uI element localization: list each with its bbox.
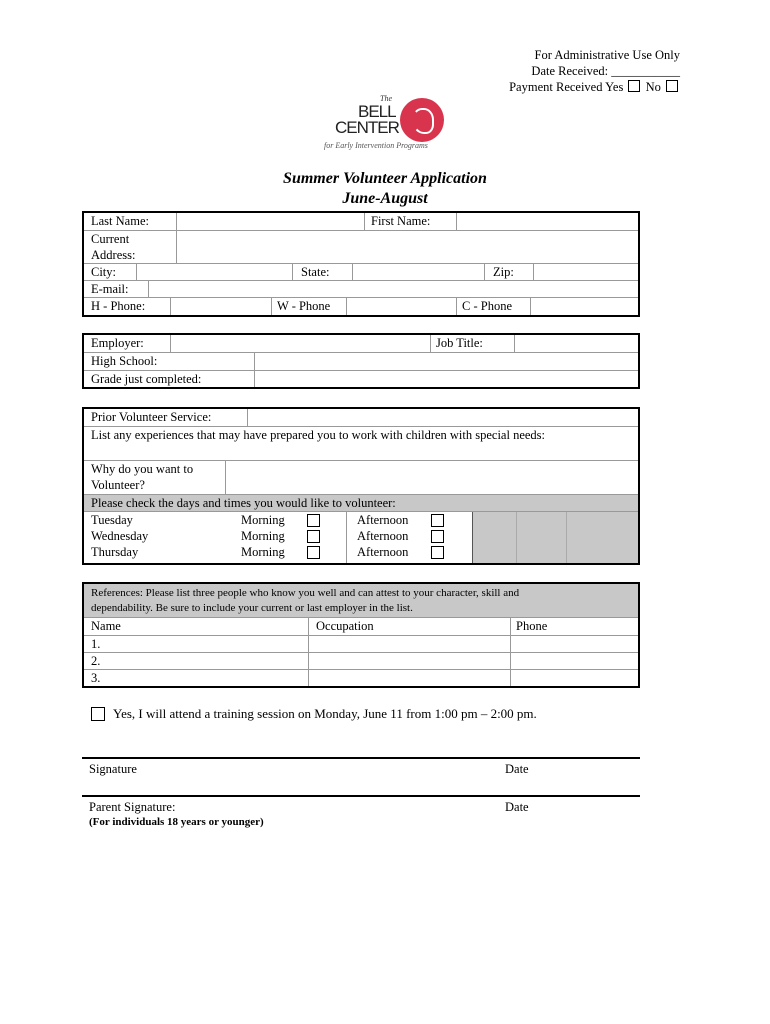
employment-section (82, 333, 640, 389)
parent-signature-label: Parent Signature: (89, 800, 176, 814)
reference-row[interactable] (84, 653, 638, 670)
col-name-header: Name (91, 619, 121, 633)
current-label: Current (91, 232, 130, 246)
state-field[interactable] (353, 264, 483, 281)
reference-number: 2. (91, 654, 101, 668)
col-occupation-header: Occupation (316, 619, 374, 633)
personal-info-section (82, 211, 640, 317)
wednesday-afternoon-checkbox[interactable] (431, 530, 444, 543)
email-field[interactable] (149, 281, 638, 298)
training-label: Yes, I will attend a training session on Monday, June 11 from 1:00 pm – 2:00 pm. (113, 706, 537, 721)
home-phone-field[interactable] (171, 298, 271, 315)
thursday-afternoon-checkbox[interactable] (431, 546, 444, 559)
zip-field[interactable] (534, 264, 638, 281)
afternoon-label: Afternoon (357, 513, 409, 527)
logo-bell: BELL (358, 102, 396, 121)
logo-circle-icon (400, 98, 444, 142)
day-row-wednesday (84, 528, 472, 545)
first-name-label: First Name: (371, 214, 431, 228)
afternoon-label: Afternoon (357, 545, 409, 559)
why-line2: Volunteer? (91, 478, 145, 492)
home-phone-label: H - Phone: (91, 299, 146, 313)
admin-block (509, 47, 680, 95)
payment-no-label: No (645, 80, 661, 94)
logo-center: CENTER (335, 118, 399, 137)
prior-service-row (84, 409, 638, 427)
payment-yes-label: Payment Received Yes (509, 80, 624, 94)
experiences-row[interactable] (84, 427, 638, 461)
why-line1: Why do you want to (91, 462, 194, 476)
tuesday-afternoon-checkbox[interactable] (431, 514, 444, 527)
parent-signature-line[interactable] (82, 795, 640, 797)
address-label (91, 231, 135, 263)
why-volunteer-row (84, 461, 638, 495)
employer-label: Employer: (91, 336, 144, 350)
state-label: State: (301, 265, 330, 279)
phone-row (84, 298, 638, 315)
work-phone-field[interactable] (347, 298, 454, 315)
address-row (84, 231, 638, 264)
date-received: Date Received: ___________ (531, 64, 680, 78)
city-label: City: (91, 265, 117, 279)
morning-label: Morning (241, 545, 285, 559)
col-phone-header: Phone (516, 619, 548, 633)
reference-number: 1. (91, 637, 101, 651)
job-title-field[interactable] (515, 335, 638, 353)
city-row (84, 264, 638, 281)
references-intro (91, 586, 519, 616)
logo-the: The (380, 94, 392, 103)
high-school-label: High School: (91, 354, 158, 368)
cell-phone-label: C - Phone (462, 299, 512, 313)
cell-phone-field[interactable] (531, 298, 638, 315)
high-school-row (84, 353, 638, 371)
job-title-label: Job Title: (436, 336, 483, 350)
tuesday-morning-checkbox[interactable] (307, 514, 320, 527)
employer-row (84, 335, 638, 353)
first-name-field[interactable] (457, 213, 638, 231)
reference-number: 3. (91, 671, 101, 685)
references-section (82, 582, 640, 688)
morning-label: Morning (241, 513, 285, 527)
morning-label: Morning (241, 529, 285, 543)
employer-field[interactable] (171, 335, 429, 353)
high-school-field[interactable] (255, 353, 638, 371)
last-name-label: Last Name: (91, 214, 149, 228)
parent-signature-note: (For individuals 18 years or younger) (89, 816, 264, 828)
bell-center-logo (322, 94, 452, 154)
city-field[interactable] (137, 264, 292, 281)
payment-received (509, 79, 680, 95)
grade-field[interactable] (255, 371, 638, 387)
references-text-line1: Please list three people who know you well and can attest to your character, skill and (142, 587, 520, 599)
form-title: Summer Volunteer Application (283, 170, 487, 187)
email-row (84, 281, 638, 298)
admin-title: For Administrative Use Only (534, 48, 680, 62)
days-header-row (84, 495, 638, 512)
grade-row (84, 371, 638, 387)
reference-row[interactable] (84, 636, 638, 653)
logo-tagline: for Early Intervention Programs (324, 141, 428, 150)
payment-yes-checkbox[interactable] (628, 80, 640, 92)
day-label: Wednesday (91, 529, 149, 543)
wednesday-morning-checkbox[interactable] (307, 530, 320, 543)
thursday-morning-checkbox[interactable] (307, 546, 320, 559)
training-checkbox[interactable] (91, 707, 105, 721)
signature-date-label: Date (505, 762, 529, 776)
references-header-row (84, 618, 638, 636)
day-label: Thursday (91, 545, 139, 559)
address-text-label: Address: (91, 248, 136, 262)
day-row-thursday (84, 544, 472, 561)
day-row-tuesday (84, 512, 472, 529)
payment-no-checkbox[interactable] (666, 80, 678, 92)
prior-service-label: Prior Volunteer Service: (91, 410, 212, 424)
reference-row[interactable] (84, 670, 638, 686)
references-intro-row (84, 584, 638, 618)
volunteer-section (82, 407, 640, 565)
grade-label: Grade just completed: (91, 372, 202, 386)
why-volunteer-field[interactable] (226, 461, 638, 495)
days-shaded-area (472, 512, 638, 563)
work-phone-label: W - Phone (277, 299, 331, 313)
signature-line[interactable] (82, 757, 640, 759)
signature-label: Signature (89, 762, 137, 776)
form-subtitle: June-August (342, 190, 428, 207)
prior-service-field[interactable] (248, 409, 638, 427)
references-text-line2: dependability. Be sure to include your current or last employer in the list. (91, 602, 413, 614)
email-label: E-mail: (91, 282, 129, 296)
why-volunteer-label (91, 461, 193, 493)
zip-label: Zip: (493, 265, 514, 279)
address-field[interactable] (177, 231, 638, 264)
days-grid (84, 512, 638, 563)
name-row (84, 213, 638, 231)
parent-date-label: Date (505, 800, 529, 814)
days-header-label: Please check the days and times you would like to volunteer: (91, 496, 396, 510)
afternoon-label: Afternoon (357, 529, 409, 543)
experiences-label: List any experiences that may have prepared you to work with children with special needs: (91, 428, 546, 442)
day-label: Tuesday (91, 513, 133, 527)
references-bold-label: References: (91, 587, 143, 599)
